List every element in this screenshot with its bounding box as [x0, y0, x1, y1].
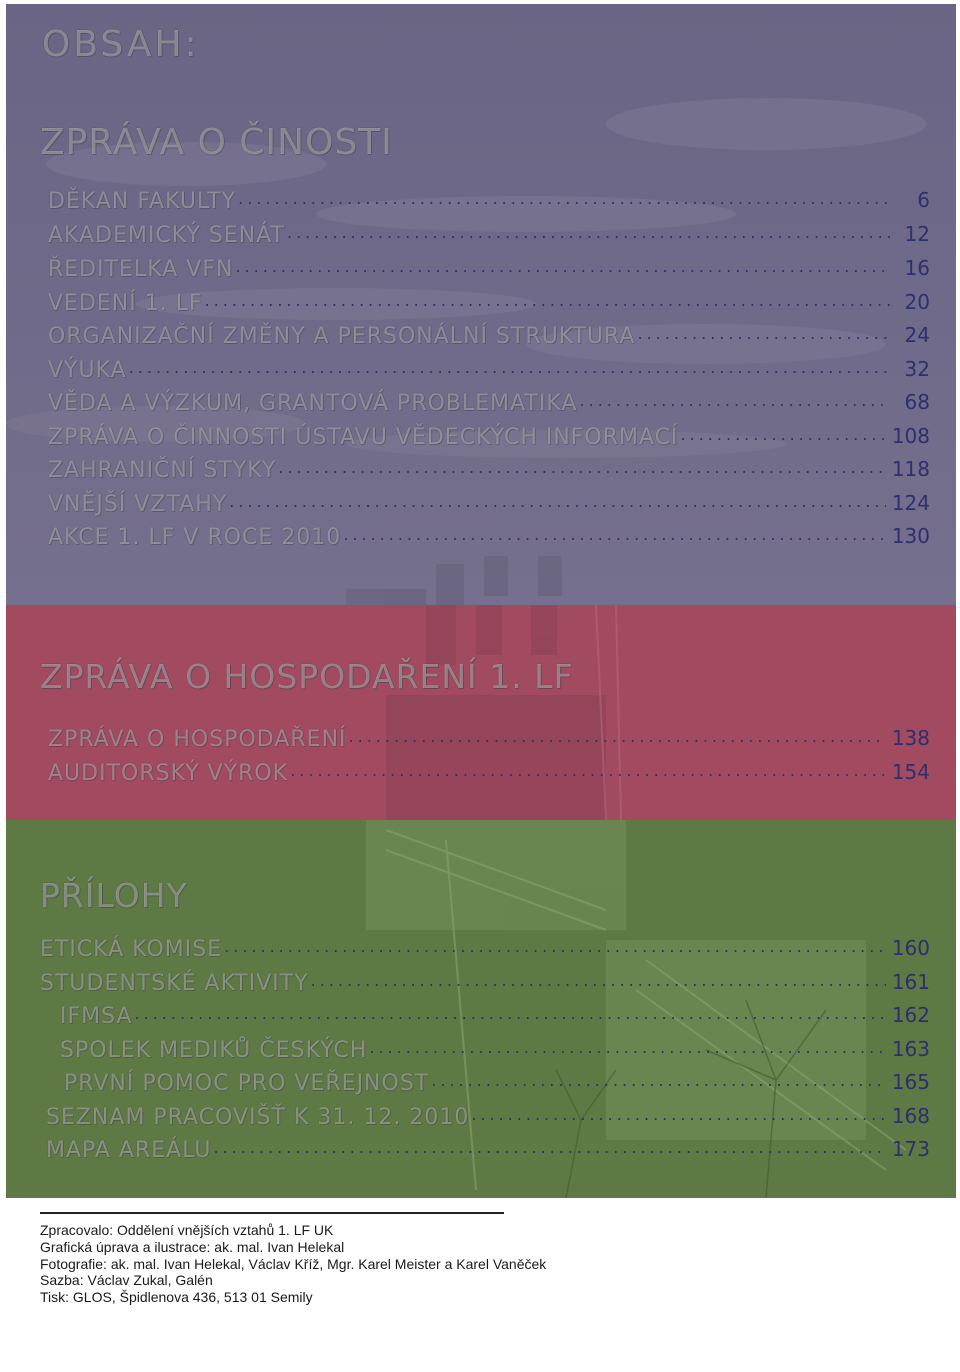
toc-entry-title: DĚKAN FAKULTY [48, 189, 237, 214]
toc-entry-title: AKADEMICKÝ SENÁT [48, 223, 285, 248]
toc-entry[interactable] [60, 1033, 930, 1063]
toc-entry-title: AKCE 1. LF V ROCE 2010 [48, 525, 342, 550]
toc-entry-title: VNĚJŠÍ VZTAHY [48, 492, 228, 517]
contents-title: OBSAH: [42, 24, 200, 65]
toc-leader-dots [681, 424, 886, 446]
toc-entry-title: MAPA AREÁLU [46, 1138, 212, 1163]
credits-line: Sazba: Václav Zukal, Galén [40, 1272, 213, 1289]
toc-entry-page: 32 [904, 357, 930, 381]
toc-entry-page: 138 [891, 726, 930, 750]
toc-entry[interactable] [40, 932, 930, 962]
toc-entry-page: 173 [891, 1137, 930, 1161]
toc-entry-page: 6 [917, 188, 930, 212]
toc-entry[interactable] [48, 386, 930, 416]
credits-line: Zpracovalo: Oddělení vnějších vztahů 1. LF UK [40, 1222, 334, 1238]
toc-leader-dots [369, 1037, 885, 1059]
toc-entry-title: ETICKÁ KOMISE [40, 937, 223, 962]
toc-leader-dots [431, 1070, 886, 1092]
toc-leader-dots [135, 1003, 886, 1025]
toc-entry[interactable] [48, 722, 930, 752]
toc-entry-title: VĚDA A VÝZKUM, GRANTOVÁ PROBLEMATIKA [48, 391, 578, 416]
toc-entry-page: 12 [904, 222, 930, 246]
toc-entry-page: 68 [904, 390, 930, 414]
toc-entry-title: VÝUKA [48, 358, 127, 383]
toc-entry[interactable] [48, 319, 930, 349]
toc-entry[interactable] [40, 966, 930, 996]
credits-block [40, 1222, 640, 1306]
toc-entry-page: 124 [891, 491, 930, 515]
toc-entry-title: ZPRÁVA O ČINNOSTI ÚSTAVU VĚDECKÝCH INFORMACÍ [48, 425, 679, 450]
toc-leader-dots [287, 222, 890, 244]
toc-entry-page: 24 [904, 323, 930, 347]
toc-entry-title: ZAHRANIČNÍ STYKY [48, 458, 277, 483]
toc-entry-page: 165 [891, 1070, 930, 1094]
toc-leader-dots [229, 491, 886, 513]
section-heading-activity-report: ZPRÁVA O ČINOSTI [40, 122, 393, 163]
toc-entry[interactable] [48, 252, 930, 282]
toc-leader-dots [129, 357, 890, 379]
section-heading-appendices: PŘÍLOHY [40, 876, 188, 915]
red-band-background [6, 605, 956, 820]
toc-entry-page: 16 [904, 256, 930, 280]
toc-entry-page: 20 [904, 290, 930, 314]
toc-entry-page: 130 [891, 524, 930, 548]
toc-entry[interactable] [46, 1100, 930, 1130]
toc-leader-dots [471, 1104, 885, 1126]
toc-entry[interactable] [60, 999, 930, 1029]
toc-entry-page: 163 [891, 1037, 930, 1061]
credits-line: Grafická úprava a ilustrace: ak. mal. Ivan Helekal [40, 1238, 345, 1255]
toc-entry[interactable] [48, 218, 930, 248]
toc-entry-title: SPOLEK MEDIKŮ ČESKÝCH [60, 1038, 368, 1063]
toc-entry[interactable] [46, 1133, 930, 1163]
toc-entry-page: 118 [891, 457, 930, 481]
toc-leader-dots [638, 323, 891, 345]
toc-leader-dots [235, 256, 890, 278]
toc-entry-page: 108 [891, 424, 930, 448]
toc-entry[interactable] [64, 1066, 930, 1096]
credits-line: Tisk: GLOS, Špidlenova 436, 513 01 Semily [40, 1289, 313, 1306]
toc-leader-dots [224, 936, 886, 958]
toc-entry-title: VEDENÍ 1. LF [48, 291, 203, 316]
toc-entry-title: PRVNÍ POMOC PRO VEŘEJNOST [64, 1071, 430, 1096]
toc-entry-page: 160 [891, 936, 930, 960]
toc-entry[interactable] [48, 286, 930, 316]
toc-entry[interactable] [48, 487, 930, 517]
toc-entry[interactable] [48, 184, 930, 214]
section-heading-financial-report: ZPRÁVA O HOSPODAŘENÍ 1. LF [40, 657, 574, 696]
toc-leader-dots [205, 290, 890, 312]
toc-entry-page: 154 [891, 760, 930, 784]
toc-entry[interactable] [48, 453, 930, 483]
toc-leader-dots [580, 390, 890, 412]
credits-line: Fotografie: ak. mal. Ivan Helekal, Václav Kříž, Mgr. Karel Meister a Karel Vaněček [40, 1255, 547, 1272]
toc-entry-title: ŘEDITELKA VFN [48, 257, 234, 282]
toc-entry[interactable] [48, 756, 930, 786]
toc-entry[interactable] [48, 420, 930, 450]
toc-leader-dots [311, 970, 886, 992]
toc-leader-dots [349, 726, 886, 748]
toc-entry[interactable] [48, 353, 930, 383]
toc-entry-title: ZPRÁVA O HOSPODAŘENÍ [48, 727, 347, 752]
credits-divider [40, 1212, 504, 1214]
toc-entry-title: STUDENTSKÉ AKTIVITY [40, 971, 309, 996]
toc-leader-dots [213, 1137, 885, 1159]
toc-leader-dots [290, 760, 886, 782]
toc-leader-dots [278, 457, 886, 479]
red-band [6, 605, 956, 820]
toc-entry-title: ORGANIZAČNÍ ZMĚNY A PERSONÁLNÍ STRUKTURA [48, 324, 636, 349]
toc-entry-title: AUDITORSKÝ VÝROK [48, 761, 289, 786]
toc-leader-dots [238, 188, 890, 210]
toc-entry[interactable] [48, 520, 930, 550]
toc-entry-title: SEZNAM PRACOVIŠŤ K 31. 12. 2010 [46, 1105, 470, 1130]
toc-entry-title: IFMSA [60, 1004, 133, 1029]
toc-leader-dots [343, 524, 886, 546]
toc-entry-page: 162 [891, 1003, 930, 1027]
toc-entry-page: 161 [891, 970, 930, 994]
toc-entry-page: 168 [891, 1104, 930, 1128]
